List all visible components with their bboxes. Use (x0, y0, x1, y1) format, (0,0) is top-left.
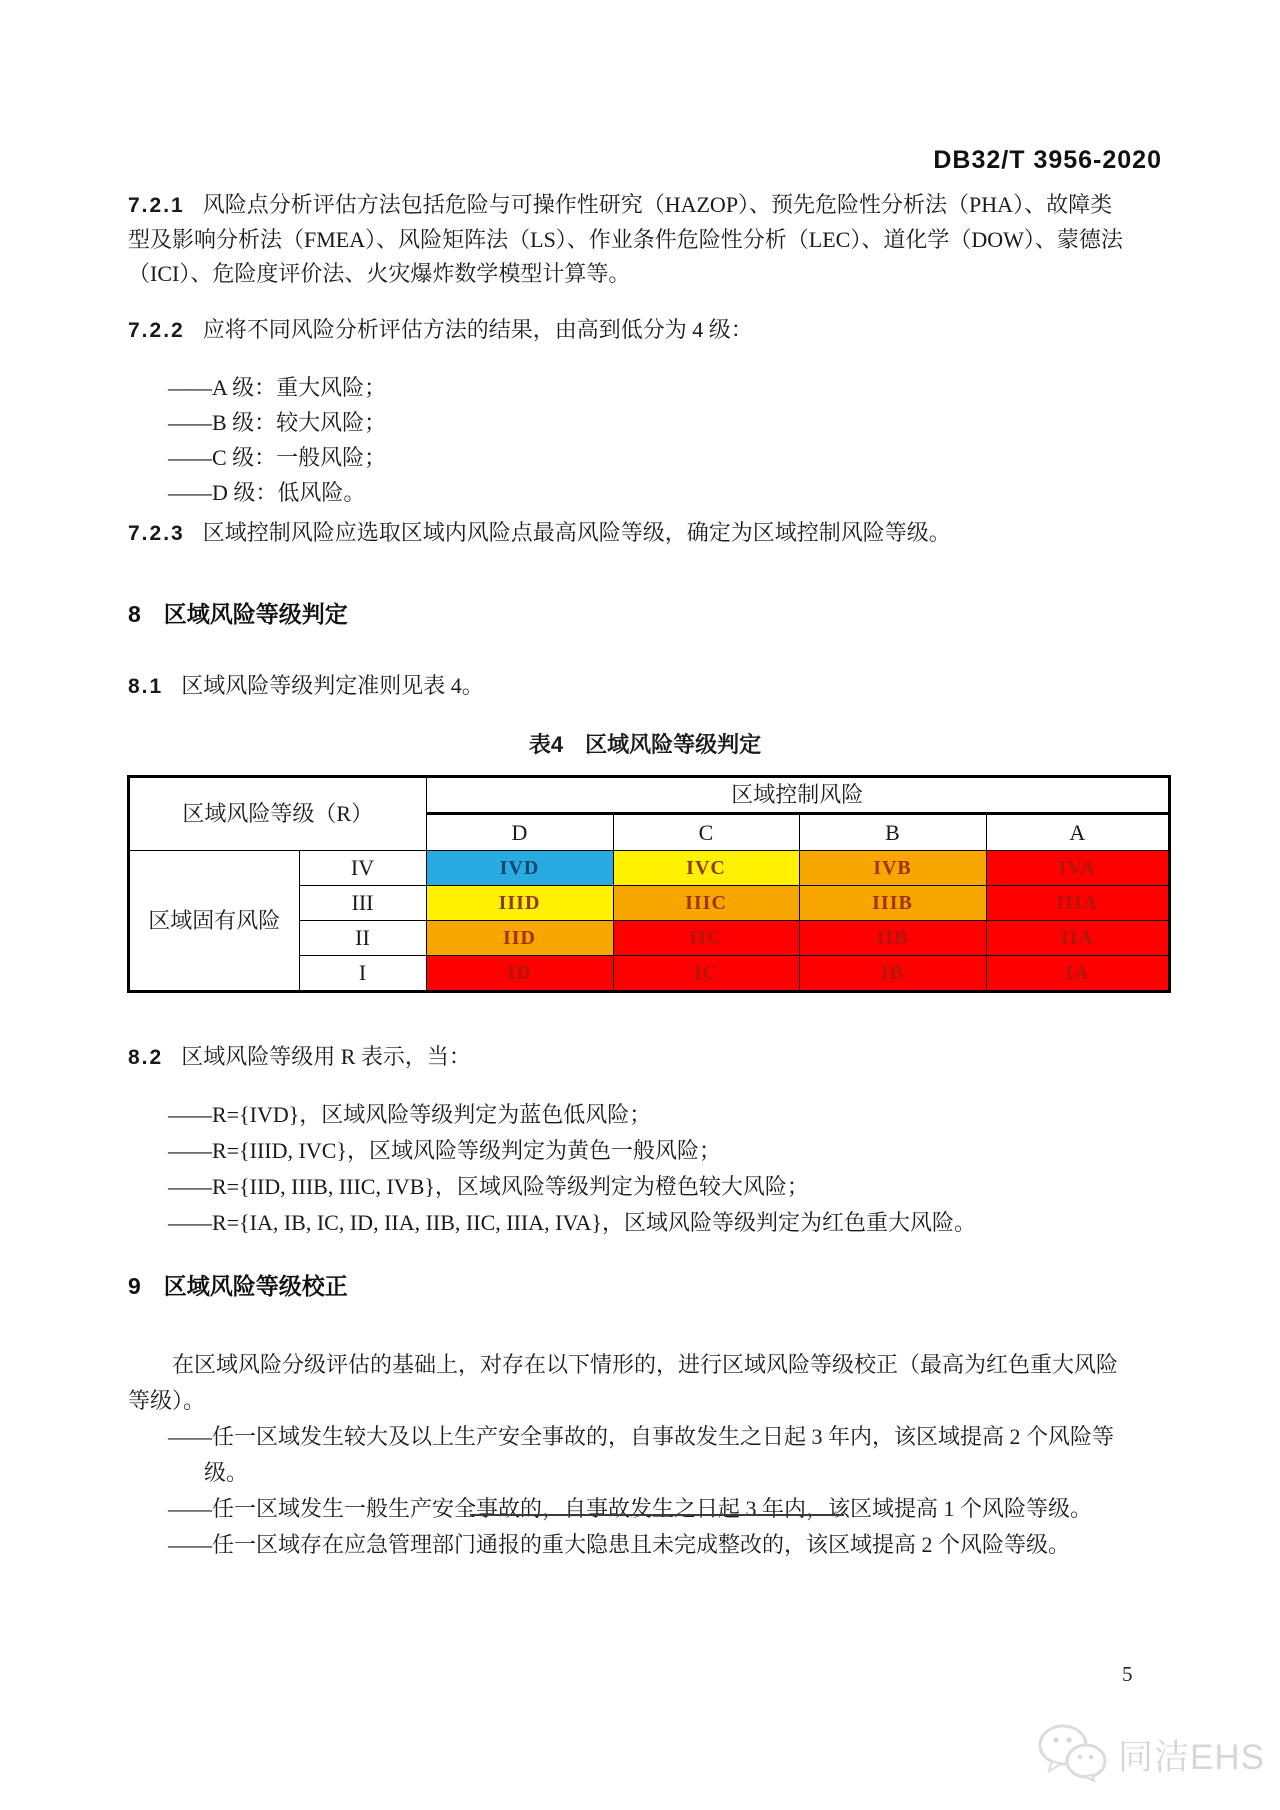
clause-text: 区域风险等级用 R 表示，当： (181, 1044, 471, 1069)
clause-text: 应将不同风险分析评估方法的结果，由高到低分为 4 级： (202, 317, 753, 342)
correction-list (128, 1419, 1162, 1563)
clause-number: 8.1 (128, 675, 164, 698)
col-header-c: C (613, 814, 799, 851)
watermark (1036, 1722, 1265, 1787)
doc-header: DB32/T 3956-2020 (933, 146, 1162, 174)
risk-cell-ivc: IVC (613, 851, 799, 886)
risk-cell-id: ID (426, 956, 613, 992)
row-group-cell: 区域固有风险 (129, 851, 299, 992)
risk-cell-iiic: IIIC (613, 886, 799, 921)
risk-level-list (128, 370, 1162, 510)
section-title: 区域风险等级判定 (163, 601, 348, 627)
page-content (128, 188, 1162, 1563)
risk-cell-ivb: IVB (799, 851, 986, 886)
list-item: ——R={IA, IB, IC, ID, IIA, IIB, IIC, IIIA, IVA}，区域风险等级判定为红色重大风险。 (168, 1210, 976, 1235)
list-item: ——R={IID, IIIB, IIIC, IVB}，区域风险等级判定为橙色较大风险； (168, 1174, 809, 1199)
corner-header-cell: 区域风险等级（R） (129, 777, 426, 851)
row-header-ii: II (299, 921, 426, 956)
clause-number: 7.2.3 (128, 522, 185, 545)
row-header-iii: III (299, 886, 426, 921)
footer-divider (470, 1514, 844, 1516)
section-number: 9 (128, 1273, 142, 1299)
risk-cell-ib: IB (799, 956, 986, 992)
col-header-b: B (799, 814, 986, 851)
list-item: ——A 级：重大风险； (168, 375, 387, 400)
list-item: ——C 级：一般风险； (168, 445, 387, 470)
table-4-title: 表4 区域风险等级判定 (528, 732, 762, 757)
row-header-i: I (299, 956, 426, 992)
control-risk-header-cell: 区域控制风险 (426, 777, 1169, 814)
section-8-heading (128, 597, 1162, 631)
list-item: ——R={IIID, IVC}，区域风险等级判定为黄色一般风险； (168, 1138, 721, 1163)
list-item: ——D 级：低风险。 (168, 480, 366, 505)
wechat-icon (1036, 1722, 1110, 1787)
clause-text: 风险点分析评估方法包括危险与可操作性研究（HAZOP）、预先危险性分析法（PHA）、故障类 (202, 192, 1113, 217)
risk-cell-ivd: IVD (426, 851, 613, 886)
risk-cell-iiid: IIID (426, 886, 613, 921)
risk-cell-iiia: IIIA (986, 886, 1169, 921)
intro-line: 在区域风险分级评估的基础上，对存在以下情形的，进行区域风险等级校正（最高为红色重大风险 (172, 1352, 1119, 1377)
row-header-iv: IV (299, 851, 426, 886)
clause-7-2-1-line1 (128, 188, 1162, 223)
clause-7-2-1-line3: （ICI）、危险度评价法、火灾爆炸数学模型计算等。 (128, 261, 631, 286)
risk-cell-iia: IIA (986, 921, 1169, 956)
clause-number: 7.2.2 (128, 319, 185, 342)
section-9-heading (128, 1269, 1162, 1303)
list-item-wrap: 级。 (204, 1460, 249, 1485)
risk-cell-iva: IVA (986, 851, 1169, 886)
section-title: 区域风险等级校正 (163, 1273, 348, 1299)
risk-cell-iiib: IIIB (799, 886, 986, 921)
list-item: ——B 级：较大风险； (168, 410, 387, 435)
risk-grade-rule-list (128, 1097, 1162, 1241)
risk-cell-ia: IA (986, 956, 1169, 992)
clause-number: 7.2.1 (128, 194, 185, 217)
risk-cell-ic: IC (613, 956, 799, 992)
list-item: ——任一区域发生较大及以上生产安全事故的，自事故发生之日起 3 年内，该区域提高 2 个风险等 (168, 1424, 1115, 1449)
watermark-text: 同洁EHS (1118, 1737, 1265, 1777)
risk-cell-iid: IID (426, 921, 613, 956)
clause-text: 区域控制风险应选取区域内风险点最高风险等级，确定为区域控制风险等级。 (202, 520, 951, 545)
intro-line: 等级）。 (128, 1388, 206, 1413)
section-number: 8 (128, 601, 142, 627)
col-header-d: D (426, 814, 613, 851)
list-item: ——任一区域发生一般生产安全事故的，自事故发生之日起 3 年内，该区域提高 1 个风险等级。 (168, 1496, 1093, 1521)
clause-7-2-1-line2: 型及影响分析法（FMEA）、风险矩阵法（LS）、作业条件危险性分析（LEC）、道化学（DOW）、蒙德法 (128, 227, 1123, 252)
col-header-a: A (986, 814, 1169, 851)
clause-text: 区域风险等级判定准则见表 4。 (181, 673, 484, 698)
list-item: ——R={IVD}，区域风险等级判定为蓝色低风险； (168, 1102, 652, 1127)
risk-cell-iic: IIC (613, 921, 799, 956)
risk-matrix-table (128, 776, 1170, 992)
risk-cell-iib: IIB (799, 921, 986, 956)
section-9-intro (128, 1347, 1162, 1419)
clause-number: 8.2 (128, 1046, 164, 1069)
list-item: ——任一区域存在应急管理部门通报的重大隐患且未完成整改的，该区域提高 2 个风险等级。 (168, 1532, 1071, 1557)
page-number: 5 (1122, 1662, 1133, 1686)
